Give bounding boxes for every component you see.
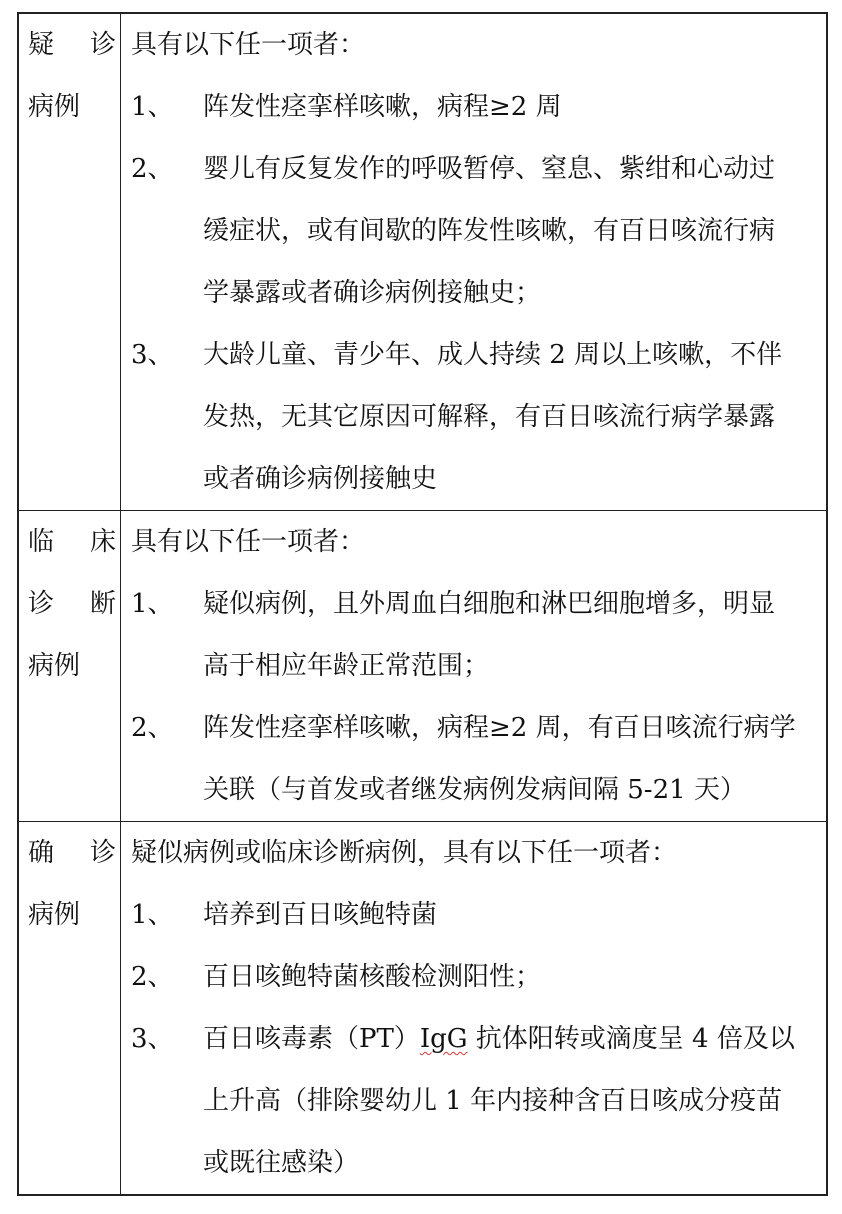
item-text-line: 百日咳鲍特菌核酸检测阳性；: [203, 962, 542, 992]
table-row-confirmed: [19, 821, 826, 1194]
item-number: 2、: [131, 154, 174, 184]
item-text-line: 学暴露或者确诊病例接触史；: [203, 278, 542, 308]
item-text-line: [203, 1008, 818, 1070]
label-char: 诊: [90, 30, 117, 60]
row-content-suspected: [121, 14, 826, 510]
item-text-line: 或者确诊病例接触史: [203, 464, 438, 494]
item-text-part: 百日咳毒素（PT）: [203, 1024, 420, 1054]
item-text-line: 疑似病例，且外周血白细胞和淋巴细胞增多，明显: [203, 589, 776, 619]
criteria-item: [131, 884, 818, 946]
item-number: 3、: [131, 340, 174, 370]
label-char: 病例: [28, 651, 81, 681]
item-number: 2、: [131, 713, 174, 743]
label-char: 诊: [28, 589, 55, 619]
row-content-clinical: [121, 511, 826, 821]
criteria-item: [131, 324, 818, 510]
criteria-intro: 疑似病例或临床诊断病例，具有以下任一项者：: [131, 838, 678, 868]
item-text-line: 阵发性痉挛样咳嗽，病程≥2 周，有百日咳流行病学: [203, 713, 796, 743]
label-char: 诊: [90, 838, 117, 868]
criteria-item: [131, 76, 818, 138]
criteria-item: [131, 697, 818, 821]
item-text-line: 高于相应年龄正常范围；: [203, 651, 490, 681]
item-text-line: 发热，无其它原因可解释，有百日咳流行病学暴露: [203, 402, 776, 432]
row-content-confirmed: [121, 822, 826, 1194]
item-text-line: 大龄儿童、青少年、成人持续 2 周以上咳嗽，不伴: [203, 340, 783, 370]
label-char: 确: [28, 838, 55, 868]
item-number: 1、: [131, 589, 174, 619]
item-number: 1、: [131, 900, 174, 930]
label-char: 临: [28, 527, 55, 557]
item-number: 3、: [131, 1024, 174, 1054]
item-number: 2、: [131, 962, 174, 992]
criteria-item: [131, 946, 818, 1008]
criteria-item: [131, 1008, 818, 1194]
item-text-part: 抗体阳转或滴度呈 4 倍及以: [467, 1024, 795, 1054]
item-text-line: 关联（与首发或者继发病例发病间隔 5-21 天）: [203, 775, 746, 805]
item-text-line: 培养到百日咳鲍特菌: [203, 900, 438, 930]
label-char: 床: [90, 527, 117, 557]
table-row-suspected: [19, 14, 826, 510]
criteria-item: [131, 138, 818, 324]
item-text-line: 或既往感染）: [203, 1148, 360, 1178]
label-char: 疑: [28, 30, 55, 60]
label-char: 病例: [28, 92, 81, 122]
table-row-clinical: [19, 510, 826, 821]
label-char: 断: [90, 589, 117, 619]
criteria-item: [131, 573, 818, 697]
item-text-line: 婴儿有反复发作的呼吸暂停、窒息、紫绀和心动过: [203, 154, 776, 184]
spellcheck-underlined-text: IgG: [419, 1024, 468, 1054]
row-label-clinical: [19, 511, 121, 821]
item-text-line: 阵发性痉挛样咳嗽，病程≥2 周: [203, 92, 562, 122]
row-label-confirmed: [19, 822, 121, 1194]
criteria-intro: 具有以下任一项者：: [131, 30, 366, 60]
item-text-line: 上升高（排除婴幼儿 1 年内接种含百日咳成分疫苗: [203, 1086, 783, 1116]
label-char: 病例: [28, 900, 81, 930]
case-definition-table: [17, 12, 828, 1196]
item-number: 1、: [131, 92, 174, 122]
item-text-line: 缓症状，或有间歇的阵发性咳嗽，有百日咳流行病: [203, 216, 776, 246]
criteria-intro: 具有以下任一项者：: [131, 527, 366, 557]
row-label-suspected: [19, 14, 121, 510]
